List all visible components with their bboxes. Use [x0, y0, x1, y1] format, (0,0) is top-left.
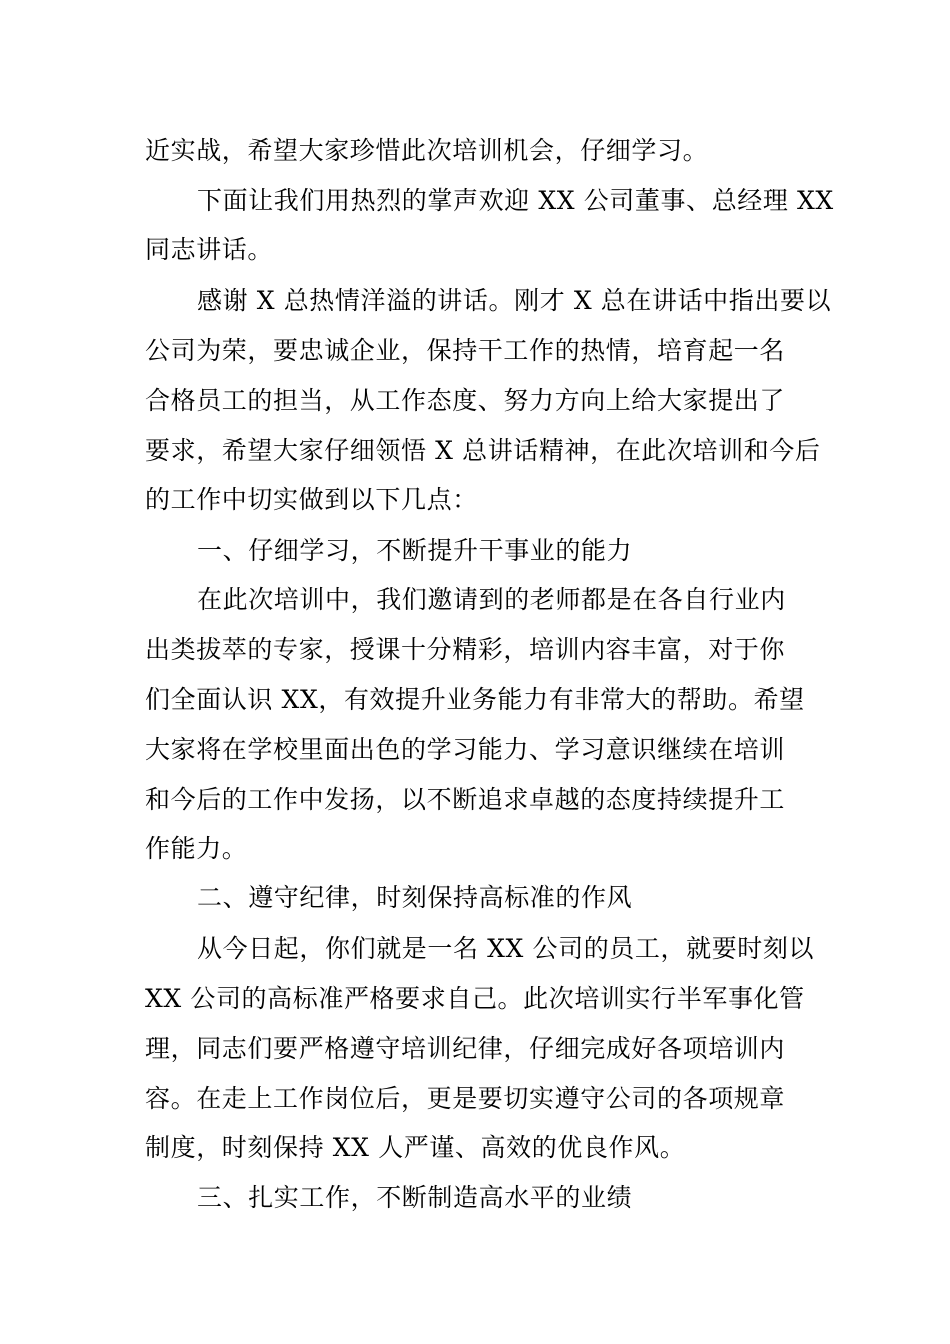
- text-line: 作能力。: [145, 834, 248, 863]
- text-line: 的工作中切实做到以下几点：: [145, 485, 478, 514]
- text-line: 要求，希望大家仔细领悟 X 总讲话精神，在此次培训和今后: [145, 436, 821, 465]
- paragraph-first-line: 从今日起，你们就是一名 XX 公司的员工，就要时刻以: [197, 934, 815, 963]
- text-line: XX 公司的高标准严格要求自己。此次培训实行半军事化管: [145, 984, 805, 1013]
- paragraph-first-line: 感谢 X 总热情洋溢的讲话。刚才 X 总在讲话中指出要以: [197, 286, 832, 315]
- paragraph-first-line: 在此次培训中，我们邀请到的老师都是在各自行业内: [197, 585, 786, 614]
- section-heading-3: 三、扎实工作，不断制造高水平的业绩: [197, 1183, 633, 1212]
- text-line: 近实战，希望大家珍惜此次培训机会，仔细学习。: [145, 136, 709, 165]
- text-line: 合格员工的担当，从工作态度、努力方向上给大家提出了: [145, 386, 786, 415]
- text-line: 们全面认识 XX，有效提升业务能力有非常大的帮助。希望: [145, 685, 805, 714]
- paragraph-first-line: 下面让我们用热烈的掌声欢迎 XX 公司董事、总经理 XX: [197, 186, 834, 215]
- text-line: 和今后的工作中发扬，以不断追求卓越的态度持续提升工: [145, 785, 786, 814]
- text-line: 制度，时刻保持 XX 人严谨、高效的优良作风。: [145, 1133, 686, 1162]
- text-line: 大家将在学校里面出色的学习能力、学习意识继续在培训: [145, 735, 786, 764]
- section-heading-2: 二、遵守纪律，时刻保持高标准的作风: [197, 883, 633, 912]
- section-heading-1: 一、仔细学习，不断提升干事业的能力: [197, 536, 633, 565]
- text-line: 公司为荣，要忠诚企业，保持干工作的热情，培育起一名: [145, 336, 786, 365]
- text-line: 容。在走上工作岗位后，更是要切实遵守公司的各项规章: [145, 1084, 786, 1113]
- text-line: 同志讲话。: [145, 235, 274, 264]
- text-line: 出类拔萃的专家，授课十分精彩，培训内容丰富，对于你: [145, 635, 786, 664]
- text-line: 理，同志们要严格遵守培训纪律，仔细完成好各项培训内: [145, 1034, 786, 1063]
